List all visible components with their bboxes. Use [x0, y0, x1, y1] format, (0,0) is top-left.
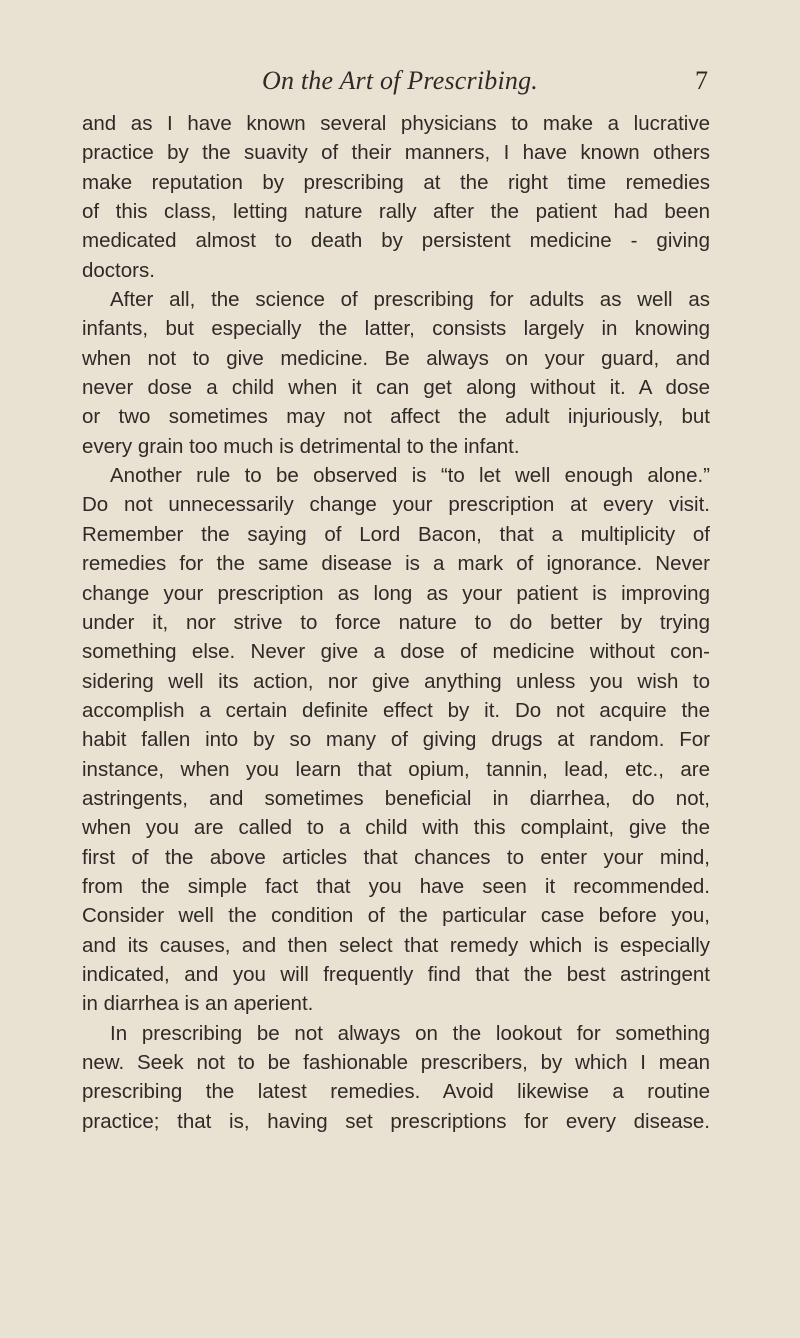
text-line: practice; that is, having set prescriptions for every disease.: [82, 1109, 710, 1133]
text-line: habit fallen into by so many of giving drugs at random. For: [82, 728, 710, 752]
text-line: and as I have known several physicians to make a lucrative: [82, 112, 710, 135]
text-line: something else. Never give a dose of medicine without con-: [82, 640, 710, 664]
page-number: 7: [695, 66, 708, 95]
text-line: of this class, letting nature rally after the patient had been: [82, 200, 710, 224]
body-text: [82, 109, 710, 1136]
text-line: doctors.: [82, 258, 155, 282]
text-line: astringents, and sometimes beneficial in diarrhea, do not,: [82, 786, 710, 810]
text-line: In prescribing be not always on the lookout for something: [110, 1021, 710, 1045]
text-line: Remember the saying of Lord Bacon, that a multiplicity of: [82, 522, 710, 546]
text-line: indicated, and you will frequently find that the best astringent: [82, 962, 710, 986]
text-line: make reputation by prescribing at the right time remedies: [82, 170, 710, 194]
text-line: change your prescription as long as your patient is improving: [82, 581, 710, 605]
text-line: when you are called to a child with this complaint, give the: [82, 816, 710, 840]
text-line: Another rule to be observed is “to let well enough alone.”: [110, 464, 710, 488]
text-line: After all, the science of prescribing for adults as well as: [110, 288, 710, 312]
text-line: never dose a child when it can get along without it. A dose: [82, 376, 710, 400]
text-line: in diarrhea is an aperient.: [82, 992, 314, 1016]
text-line: remedies for the same disease is a mark of ignorance. Never: [82, 552, 710, 576]
text-line: or two sometimes may not affect the adult injuriously, but: [82, 405, 710, 429]
text-line: every grain too much is detrimental to the infant.: [82, 434, 520, 458]
text-line: practice by the suavity of their manners, I have known others: [82, 141, 710, 165]
text-line: infants, but especially the latter, consists largely in knowing: [82, 317, 710, 341]
text-line: Consider well the condition of the particular case before you,: [82, 904, 710, 928]
text-line: under it, nor strive to force nature to do better by trying: [82, 610, 710, 634]
text-line: Do not unnecessarily change your prescription at every visit.: [82, 493, 710, 517]
running-head: [0, 66, 800, 100]
text-line: prescribing the latest remedies. Avoid likewise a routine: [82, 1080, 710, 1104]
text-line: accomplish a certain definite effect by it. Do not acquire the: [82, 698, 710, 722]
text-line: sidering well its action, nor give anything unless you wish to: [82, 669, 710, 693]
text-line: new. Seek not to be fashionable prescribers, by which I mean: [82, 1051, 710, 1074]
text-line: medicated almost to death by persistent medicine - giving: [82, 229, 710, 253]
text-line: and its causes, and then select that remedy which is especially: [82, 933, 710, 957]
text-line: when not to give medicine. Be always on your guard, and: [82, 346, 710, 370]
text-line: from the simple fact that you have seen it recommended.: [82, 874, 710, 898]
running-title: On the Art of Prescribing.: [261, 66, 539, 95]
text-line: instance, when you learn that opium, tannin, lead, etc., are: [82, 757, 710, 781]
text-line: first of the above articles that chances to enter your mind,: [82, 845, 710, 869]
